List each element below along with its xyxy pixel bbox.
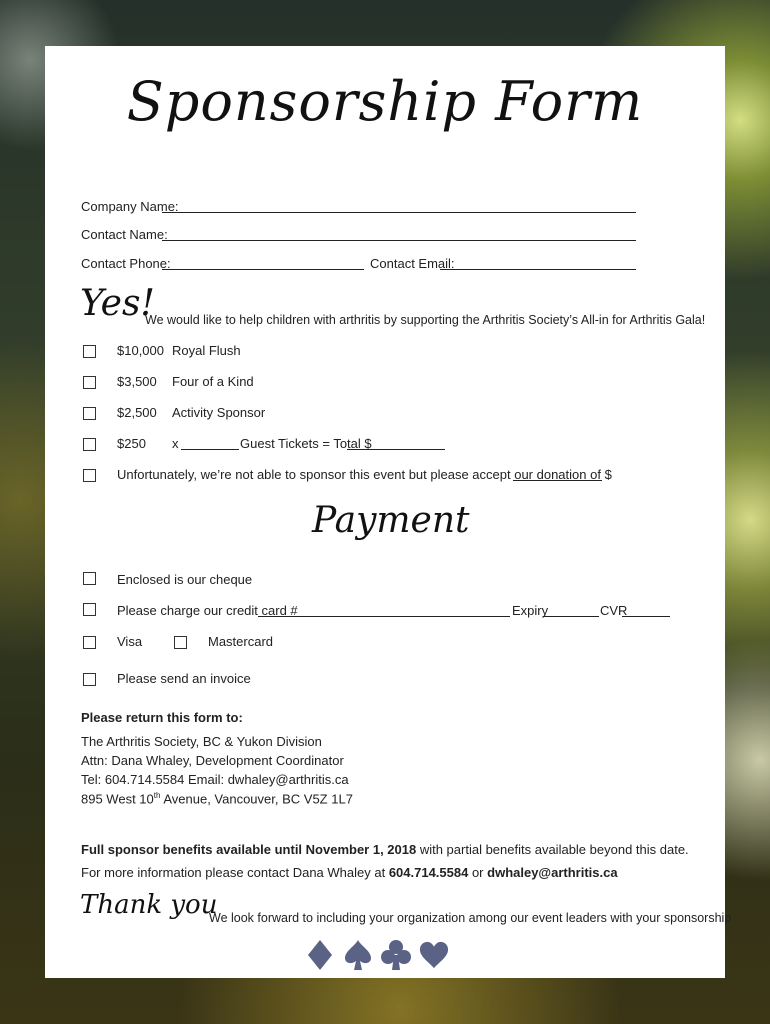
heart-icon <box>419 938 449 972</box>
option-amount: $3,500 <box>117 374 157 389</box>
invoice-checkbox[interactable] <box>83 673 96 686</box>
expiry-field[interactable] <box>543 616 599 617</box>
diamond-icon <box>305 938 335 972</box>
address-ordinal: th <box>153 791 161 800</box>
contact-email-link[interactable]: dwhaley@arthritis.ca <box>487 865 618 880</box>
address-street: 895 West 10 <box>81 791 154 807</box>
contact-name-label: Contact Name: <box>81 227 168 242</box>
form-title: Sponsorship Form <box>126 70 644 133</box>
times-sign: x <box>172 436 179 451</box>
contact-info-or: or <box>468 865 488 880</box>
credit-card-label: Please charge our credit card # <box>117 603 298 618</box>
yes-heading: Yes! <box>80 283 155 324</box>
address-city: Avenue, Vancouver, BC V5Z 1L7 <box>160 791 353 807</box>
benefits-note <box>81 842 689 857</box>
thank-you-heading: Thank you <box>80 890 218 920</box>
mastercard-label: Mastercard <box>208 634 274 649</box>
visa-label: Visa <box>117 634 143 649</box>
contact-phone-label: Contact Phone: <box>81 256 171 271</box>
option-amount: $250 <box>117 436 146 451</box>
cvr-label: CVR <box>600 603 628 618</box>
company-name-label: Company Name: <box>81 199 179 214</box>
benefits-rest: with partial benefits available beyond this date. <box>416 842 689 857</box>
contact-info-line <box>81 865 618 880</box>
cheque-checkbox[interactable] <box>83 572 96 585</box>
donation-text: Unfortunately, we’re not able to sponsor this event but please accept our donation of $ <box>117 467 612 482</box>
guest-count-field[interactable] <box>181 449 239 450</box>
return-heading: Please return this form to: <box>81 710 243 725</box>
option-amount: $10,000 <box>117 343 164 358</box>
company-name-field[interactable] <box>162 212 636 213</box>
thank-you-text: We look forward to including your organization among our event leaders with your sponsorship <box>209 911 732 925</box>
total-field[interactable] <box>347 449 445 450</box>
option-royal-flush-checkbox[interactable] <box>83 345 96 358</box>
yes-statement: We would like to help children with arthritis by supporting the Arthritis Society’s All-in for Arthritis Gala! <box>145 313 706 327</box>
contact-phone-field[interactable] <box>162 269 364 270</box>
donation-checkbox[interactable] <box>83 469 96 482</box>
donation-amount-field[interactable] <box>513 480 602 481</box>
option-name: Royal Flush <box>172 343 241 358</box>
option-name: Activity Sponsor <box>172 405 266 420</box>
contact-info-prefix: For more information please contact Dana Whaley at <box>81 865 389 880</box>
option-four-of-a-kind-checkbox[interactable] <box>83 376 96 389</box>
contact-email-field[interactable] <box>440 269 636 270</box>
contact-email-label: Contact Email: <box>370 256 455 271</box>
option-amount: $2,500 <box>117 405 157 420</box>
address-line: Tel: 604.714.5584 Email: dwhaley@arthritis.ca <box>81 772 349 787</box>
contact-name-field[interactable] <box>162 240 636 241</box>
spade-icon <box>343 938 373 972</box>
club-icon <box>381 938 411 972</box>
mastercard-checkbox[interactable] <box>174 636 187 649</box>
credit-card-number-field[interactable] <box>258 616 510 617</box>
option-name: Four of a Kind <box>172 374 254 389</box>
invoice-label: Please send an invoice <box>117 671 251 686</box>
cheque-label: Enclosed is our cheque <box>117 572 253 587</box>
visa-checkbox[interactable] <box>83 636 96 649</box>
address-line: The Arthritis Society, BC & Yukon Division <box>81 734 322 749</box>
address-line <box>81 791 353 806</box>
cvr-field[interactable] <box>622 616 670 617</box>
address-line: Attn: Dana Whaley, Development Coordinator <box>81 753 344 768</box>
card-suits <box>305 938 449 972</box>
contact-phone-number: 604.714.5584 <box>388 865 469 880</box>
benefits-deadline: Full sponsor benefits available until November 1, 2018 <box>81 842 417 857</box>
option-guest-tickets-checkbox[interactable] <box>83 438 96 451</box>
payment-heading: Payment <box>312 500 470 541</box>
credit-card-checkbox[interactable] <box>83 603 96 616</box>
expiry-label: Expiry <box>512 603 549 618</box>
option-activity-sponsor-checkbox[interactable] <box>83 407 96 420</box>
guest-tickets-total-label: Guest Tickets = Total $ <box>240 436 372 451</box>
